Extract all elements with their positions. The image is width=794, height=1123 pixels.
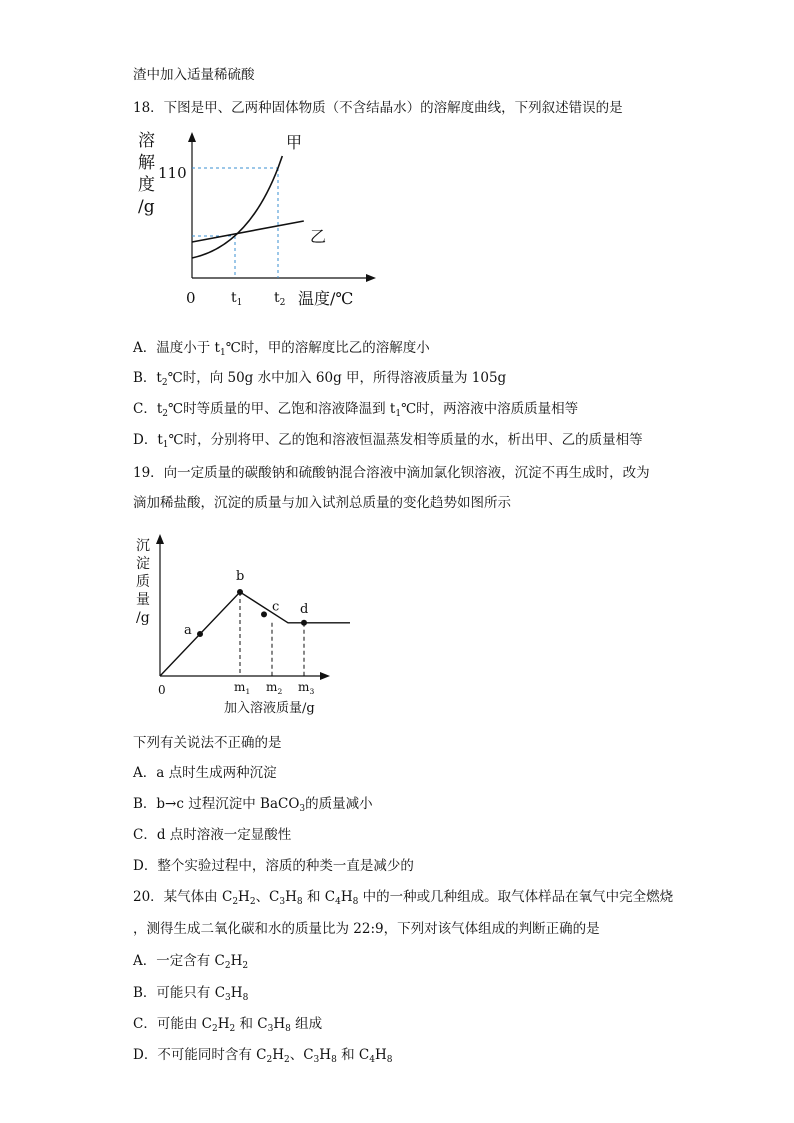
subscript: 2 xyxy=(232,897,239,907)
q19-option-d xyxy=(133,857,414,875)
q19-option-c xyxy=(133,826,291,844)
point-d xyxy=(301,620,307,626)
y-axis-label-char: 度 xyxy=(138,175,155,195)
text-segment: ℃时，两溶液中溶质质量相等 xyxy=(401,401,579,417)
precipitate-chart xyxy=(130,530,350,720)
x-tick-m2: $m_2$ xyxy=(266,680,283,696)
subscript: 2 xyxy=(283,1055,290,1065)
text-segment: D．t xyxy=(133,432,163,448)
top-line: 渣中加入适量稀硫酸 xyxy=(133,67,255,83)
text-segment: D．不可能同时含有 C xyxy=(133,1047,267,1063)
subscript: 3 xyxy=(279,897,286,907)
text-segment: B．b→c 过程沉淀中 BaCO xyxy=(133,796,300,812)
subscript: 2 xyxy=(162,409,168,419)
series-jia-label: 甲 xyxy=(286,133,303,152)
y-axis-label-char: 溶 xyxy=(138,131,155,151)
text-segment: H xyxy=(374,1047,387,1063)
y-axis-arrow xyxy=(188,132,196,142)
text-segment: B．t xyxy=(133,370,162,386)
q20-option-d xyxy=(133,1046,392,1069)
text-segment: C．d 点时溶液一定显酸性 xyxy=(133,827,292,843)
y-axis-label-char: 质 xyxy=(136,574,150,590)
subscript: 2 xyxy=(211,1024,218,1034)
subscript: 2 xyxy=(224,961,231,971)
subscript: 1 xyxy=(395,409,402,419)
text-segment: A．一定含有 C xyxy=(133,953,225,969)
x-tick-t2: $t_2$ xyxy=(274,290,286,308)
x-tick-m1: $m_1$ xyxy=(234,680,251,696)
subscript: 8 xyxy=(285,1024,291,1034)
subscript: 1 xyxy=(219,348,226,358)
y-axis-label-char: /g xyxy=(136,610,150,626)
text-segment: H xyxy=(340,889,353,905)
y-axis-label-char: 沉 xyxy=(136,538,150,554)
x-axis-label: 加入溶液质量/g xyxy=(224,701,315,716)
text-segment: 20．某气体由 C xyxy=(133,889,233,905)
subscript: 8 xyxy=(352,897,359,907)
text-segment: ℃时等质量的甲、乙饱和溶液降温到 t xyxy=(168,401,396,417)
q20-option-a xyxy=(133,952,248,975)
text-segment: 中的一种或几种组成。取气体样品在氧气中完全燃烧 xyxy=(358,889,674,905)
text-segment: C．t xyxy=(133,401,163,417)
subscript: 8 xyxy=(386,1055,393,1065)
text-segment: 和 C xyxy=(336,1047,370,1063)
point-label-b: b xyxy=(236,569,245,584)
series-yi-line xyxy=(192,221,304,242)
text-segment: 的质量减小 xyxy=(305,796,373,812)
x-tick-m3: $m_3$ xyxy=(298,680,315,696)
y-axis-label-char: /g xyxy=(138,197,155,217)
subscript: 4 xyxy=(369,1055,375,1065)
subscript: 2 xyxy=(266,1055,273,1065)
subscript: 2 xyxy=(161,378,168,388)
text-segment: 和 C xyxy=(235,1016,268,1032)
q20-stem-line2: ，测得生成二氧化碳和水的质量比为 22:9，下列对该气体组成的判断正确的是 xyxy=(133,921,600,937)
text-segment: 和 C xyxy=(302,889,336,905)
text-segment: A．a 点时生成两种沉淀 xyxy=(133,765,277,781)
q18-stem: 18．下图是甲、乙两种固体物质（不含结晶水）的溶解度曲线，下列叙述错误的是 xyxy=(133,100,623,116)
origin-label: 0 xyxy=(158,683,166,697)
origin-label: 0 xyxy=(186,289,196,307)
point-c xyxy=(261,611,267,617)
text-segment: A．温度小于 t xyxy=(133,340,220,356)
subscript: 2 xyxy=(249,897,256,907)
text-segment: 组成 xyxy=(290,1016,323,1032)
text-segment: H xyxy=(319,1047,332,1063)
text-segment: D．整个实验过程中，溶质的种类一直是减少的 xyxy=(133,858,414,874)
subscript: 1 xyxy=(162,440,169,450)
x-tick-t1: $t_1$ xyxy=(231,290,243,308)
y-axis-label-char: 淀 xyxy=(136,556,150,572)
text-segment: ℃时，向 50g 水中加入 60g 甲，所得溶液质量为 105g xyxy=(167,370,507,386)
point-a xyxy=(197,631,203,637)
subscript: 3 xyxy=(225,993,231,1003)
x-axis-arrow xyxy=(366,274,376,282)
subscript: 3 xyxy=(299,804,306,814)
subscript: 8 xyxy=(296,897,303,907)
text-segment: H xyxy=(273,1016,286,1032)
subscript: 3 xyxy=(267,1024,274,1034)
text-segment: H xyxy=(272,1047,284,1063)
subscript: 4 xyxy=(335,897,341,907)
text-segment: H xyxy=(238,889,250,905)
q20-stem-line1 xyxy=(133,888,673,911)
text-segment: H xyxy=(230,953,243,969)
q19-option-a xyxy=(133,764,277,782)
q20-option-c xyxy=(133,1015,322,1038)
text-segment: H xyxy=(217,1016,230,1032)
x-axis-label: 温度/℃ xyxy=(298,289,354,308)
q20-option-b xyxy=(133,984,248,1007)
text-segment: 、C xyxy=(255,889,280,905)
subscript: 3 xyxy=(313,1055,320,1065)
subscript: 2 xyxy=(229,1024,236,1034)
q19-option-b xyxy=(133,795,373,818)
q18-option-d xyxy=(133,431,643,454)
y-axis-arrow xyxy=(156,534,164,544)
subscript: 8 xyxy=(331,1055,337,1065)
point-label-a: a xyxy=(184,623,192,638)
q19-question: 下列有关说法不正确的是 xyxy=(133,735,282,751)
q19-stem-line2: 滴加稀盐酸，沉淀的质量与加入试剂总质量的变化趋势如图所示 xyxy=(133,495,511,511)
point-label-d: d xyxy=(300,601,309,617)
text-segment: B．可能只有 C xyxy=(133,985,226,1001)
text-segment: ℃时，甲的溶解度比乙的溶解度小 xyxy=(225,340,430,356)
text-segment: H xyxy=(230,985,243,1001)
y-tick-label: 110 xyxy=(158,164,187,182)
text-segment: ℃时，分别将甲、乙的饱和溶液恒温蒸发相等质量的水，析出甲、乙的质量相等 xyxy=(168,432,643,448)
subscript: 8 xyxy=(242,993,249,1003)
y-axis-label-char: 解 xyxy=(138,153,155,173)
series-yi-label: 乙 xyxy=(310,227,327,246)
q19-stem-line1: 19．向一定质量的碳酸钠和硫酸钠混合溶液中滴加氯化钡溶液，沉淀不再生成时，改为 xyxy=(133,465,650,481)
subscript: 2 xyxy=(242,961,249,971)
solubility-chart xyxy=(130,128,380,313)
series-jia-line xyxy=(192,156,282,258)
point-b xyxy=(237,589,243,595)
text-segment: H xyxy=(285,889,297,905)
text-segment: 、C xyxy=(289,1047,314,1063)
q18-option-c xyxy=(133,400,578,423)
text-segment: C．可能由 C xyxy=(133,1016,212,1032)
x-axis-arrow xyxy=(320,672,330,680)
y-axis-label-char: 量 xyxy=(136,592,150,608)
point-label-c: c xyxy=(272,599,280,615)
q18-option-b xyxy=(133,369,506,392)
q18-option-a xyxy=(133,339,430,362)
